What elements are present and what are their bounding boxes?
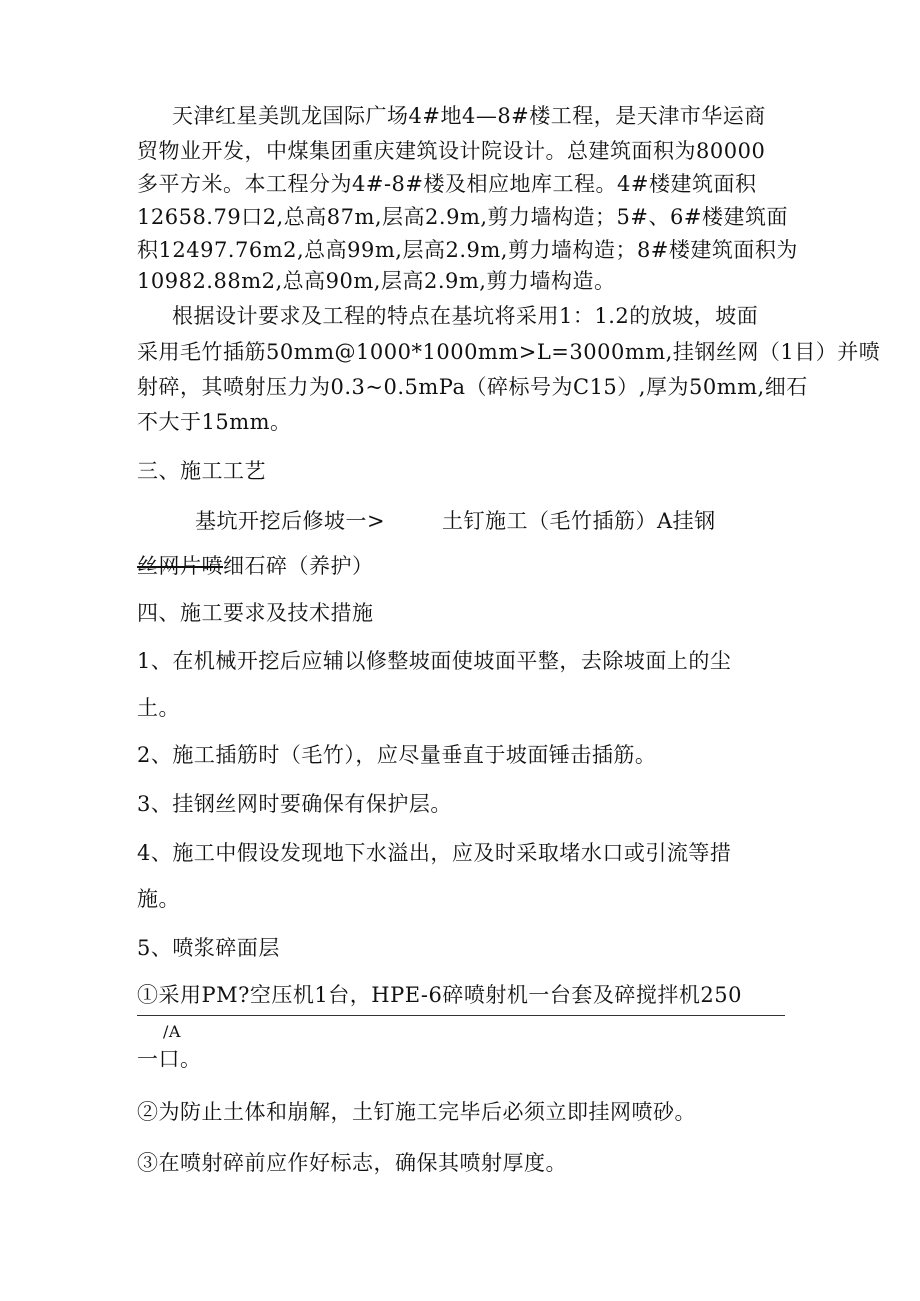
sub-item-2: ②为防止土体和崩解，土钉施工完毕后必须立即挂网喷砂。 bbox=[137, 1100, 696, 1124]
process-flow-continuation bbox=[137, 553, 374, 579]
requirement-2: 2、施工插筋时（毛竹），应尽量垂直于坡面锤击插筋。 bbox=[137, 743, 657, 767]
section-3-heading: 三、施工工艺 bbox=[137, 459, 266, 483]
paragraph-1-line-1: 天津红星美凯龙国际广场4#地4—8#楼工程，是天津市华运商 bbox=[172, 104, 766, 128]
requirement-1-line-1: 1、在机械开挖后应辅以修整坡面使坡面平整，去除坡面上的尘 bbox=[137, 649, 732, 673]
paragraph-1-line-4: 12658.79口2,总高87m,层高2.9m,剪力墙构造；5#、6#楼建筑面 bbox=[137, 205, 788, 229]
paragraph-2-line-4: 不大于15mm。 bbox=[137, 410, 292, 434]
paragraph-2-line-1: 根据设计要求及工程的特点在基坑将采用1：1.2的放坡，坡面 bbox=[172, 304, 759, 328]
paragraph-1-line-5: 积12497.76m2,总高99m,层高2.9m,剪力墙构造；8#楼建筑面积为 bbox=[137, 238, 798, 262]
requirement-1-line-2: 土。 bbox=[137, 696, 180, 720]
requirement-4-line-2: 施。 bbox=[137, 887, 180, 911]
horizontal-divider bbox=[137, 1015, 785, 1016]
paragraph-2-line-2: 采用毛竹插筋50mm@1000*1000mm>L=3000mm,挂钢丝网（1目）并喷 bbox=[137, 340, 881, 364]
paragraph-1-line-6: 10982.88m2,总高90m,层高2.9m,剪力墙构造。 bbox=[137, 269, 616, 293]
paragraph-1-line-2: 贸物业开发，中煤集团重庆建筑设计院设计。总建筑面积为80000 bbox=[137, 139, 766, 163]
sub-item-1-mark: /A bbox=[163, 1022, 181, 1041]
process-flow-end: 细石碎（养护） bbox=[223, 554, 374, 578]
paragraph-2-line-3: 射碎，其喷射压力为0.3~0.5mPa（碎标号为C15）,厚为50mm,细石 bbox=[137, 375, 808, 399]
section-4-heading: 四、施工要求及技术措施 bbox=[137, 601, 374, 625]
sub-item-3: ③在喷射碎前应作好标志，确保其喷射厚度。 bbox=[137, 1151, 567, 1175]
struck-text: 丝网片喷 bbox=[137, 554, 223, 578]
requirement-4-line-1: 4、施工中假设发现地下水溢出，应及时采取堵水口或引流等措 bbox=[137, 841, 732, 865]
sub-item-1-line-2: 一口。 bbox=[137, 1047, 202, 1071]
sub-item-1-line-1: ①采用PM?空压机1台，HPE-6碎喷射机一台套及碎搅拌机250 bbox=[137, 983, 742, 1007]
paragraph-1-line-3: 多平方米。本工程分为4#-8#楼及相应地库工程。4#楼建筑面积 bbox=[137, 172, 757, 196]
requirement-3: 3、挂钢丝网时要确保有保护层。 bbox=[137, 792, 452, 816]
requirement-5: 5、喷浆碎面层 bbox=[137, 936, 280, 960]
process-flow-step-2: 土钉施工（毛竹插筋）A挂钢 bbox=[442, 509, 716, 533]
process-flow-step-1: 基坑开挖后修坡一> bbox=[195, 509, 386, 533]
